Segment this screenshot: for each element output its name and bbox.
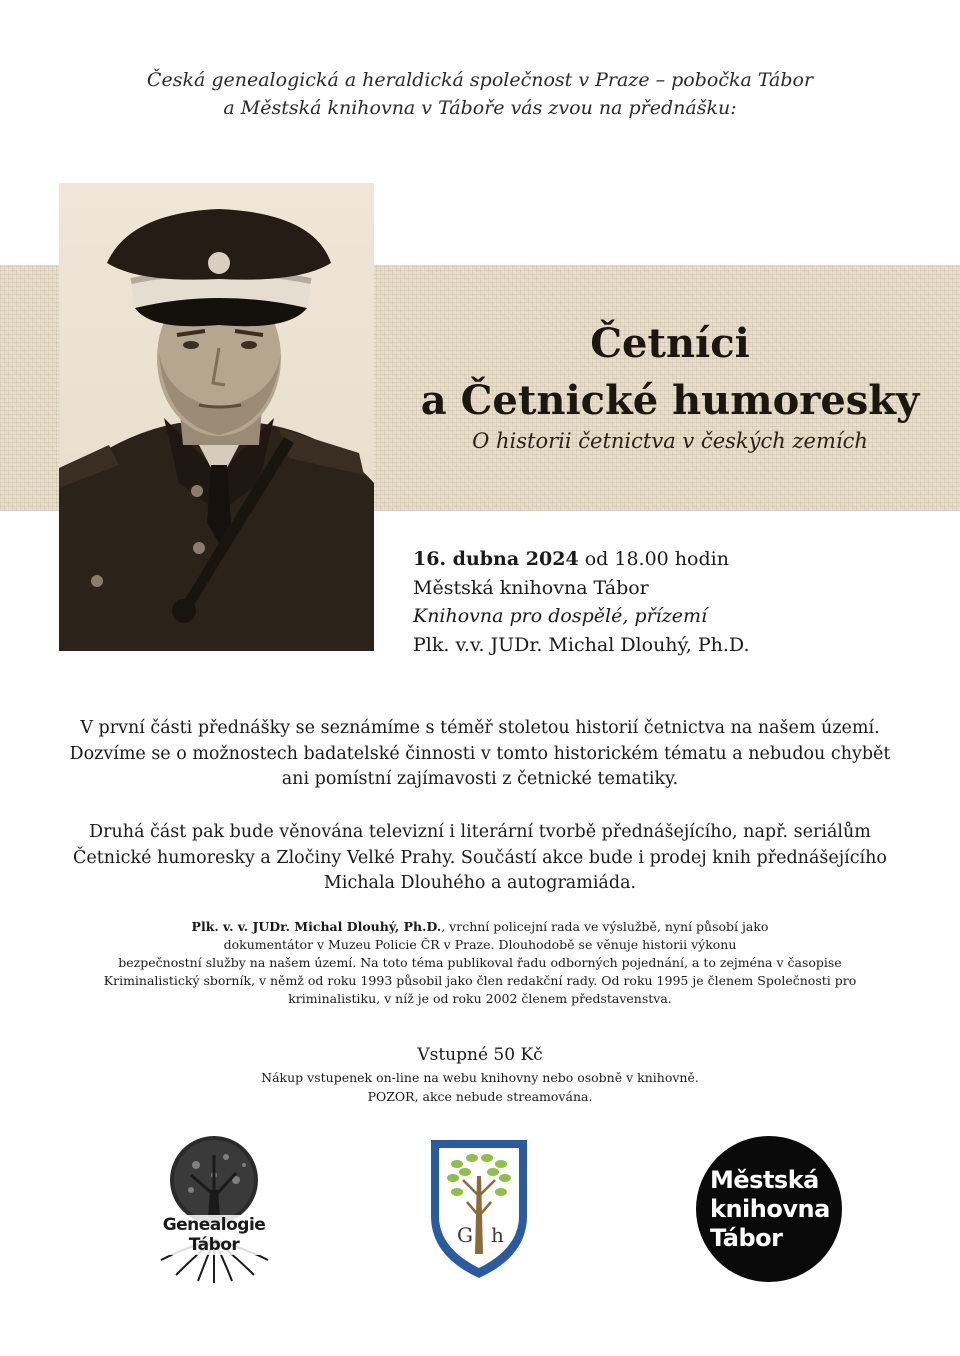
bio-line: Kriminalistický sborník, v němž od roku 1993 působil jako člen redakční rady. Od roku 1995 je členem Společnosti pro xyxy=(103,973,857,988)
event-room: Knihovna pro dospělé, přízemí xyxy=(413,605,708,627)
event-time: od 18.00 hodin xyxy=(578,548,729,570)
tree-icon xyxy=(136,1135,292,1285)
paragraph-line: Dozvíme se o možnostech badatelské činnosti v tomto historickém tématu a nebudou chybět xyxy=(69,743,891,764)
portrait-illustration xyxy=(59,183,374,651)
bio-line-1-rest: , vrchní policejní rada ve výslužbě, nyní působí jako xyxy=(441,919,769,934)
bio-name: Plk. v. v. JUDr. Michal Dlouhý, Ph.D. xyxy=(191,919,442,934)
paragraph-line: Michala Dlouhého a autogramiáda. xyxy=(323,873,637,893)
event-date: 16. dubna 2024 xyxy=(413,548,579,570)
library-logo-line-3: Tábor xyxy=(710,1224,783,1252)
event-date-row xyxy=(413,545,750,574)
bio-line xyxy=(0,918,960,936)
stream-notice: POZOR, akce nebude streamována. xyxy=(367,1089,593,1104)
city-library-logo xyxy=(696,1136,842,1282)
town-crest-logo xyxy=(427,1136,531,1282)
invitation-line-1: Česká genealogická a heraldická společnost v Praze – pobočka Tábor xyxy=(146,69,814,91)
description-paragraph-1 xyxy=(0,716,960,793)
title-line-2: a Četnické humoresky xyxy=(420,377,920,424)
paragraph-line: Druhá část pak bude věnována televizní i literární tvorbě přednášejícího, např. seriálům xyxy=(89,822,871,842)
event-venue: Městská knihovna Tábor xyxy=(413,576,649,599)
title-line-1: Četníci xyxy=(590,320,750,367)
paragraph-line: Četnické humoresky a Zločiny Velké Prahy. Součástí akce bude i prodej knih přednášejícího xyxy=(73,847,887,868)
genealogy-tabor-logo xyxy=(136,1135,292,1285)
crest-letter-h: h xyxy=(491,1223,504,1247)
paragraph-line: V první části přednášky se seznámíme s téměř stoletou historií četnictva na našem území. xyxy=(80,718,880,738)
crest-letter-g: G xyxy=(457,1223,473,1247)
shield-icon xyxy=(427,1136,531,1282)
bio-line: bezpečnostní služby na našem území. Na toto téma publikoval řadu odborných pojednání, a to zejména v časopise xyxy=(118,955,842,970)
description-paragraph-2 xyxy=(0,820,960,897)
ticket-purchase: Nákup vstupenek on-line na webu knihovny nebo osobně v knihovně. xyxy=(261,1070,699,1085)
library-logo-line-1: Městská xyxy=(710,1166,819,1194)
genealogy-logo-label: Genealogie Tábor xyxy=(136,1215,292,1255)
ticket-info xyxy=(0,1068,960,1106)
admission-price: Vstupné 50 Kč xyxy=(417,1045,543,1065)
paragraph-line: ani pomístní zajímavosti z četnické tematiky. xyxy=(281,769,679,789)
invitation-line-2: a Městská knihovna v Táboře vás zvou na přednášku: xyxy=(223,97,737,119)
event-speaker: Plk. v.v. JUDr. Michal Dlouhý, Ph.D. xyxy=(413,633,750,656)
invitation-header xyxy=(0,66,960,122)
speaker-portrait-photo xyxy=(59,183,374,651)
library-logo-line-2: knihovna xyxy=(710,1195,830,1223)
speaker-bio xyxy=(0,918,960,1008)
bio-line: kriminalistiku, v níž je od roku 2002 členem představenstva. xyxy=(288,991,672,1006)
bio-line: dokumentátor v Muzeu Policie ČR v Praze. Dlouhodobě se věnuje historii výkonu xyxy=(223,937,737,952)
subtitle: O historii četnictva v českých zemích xyxy=(472,429,868,453)
event-details xyxy=(413,545,750,659)
